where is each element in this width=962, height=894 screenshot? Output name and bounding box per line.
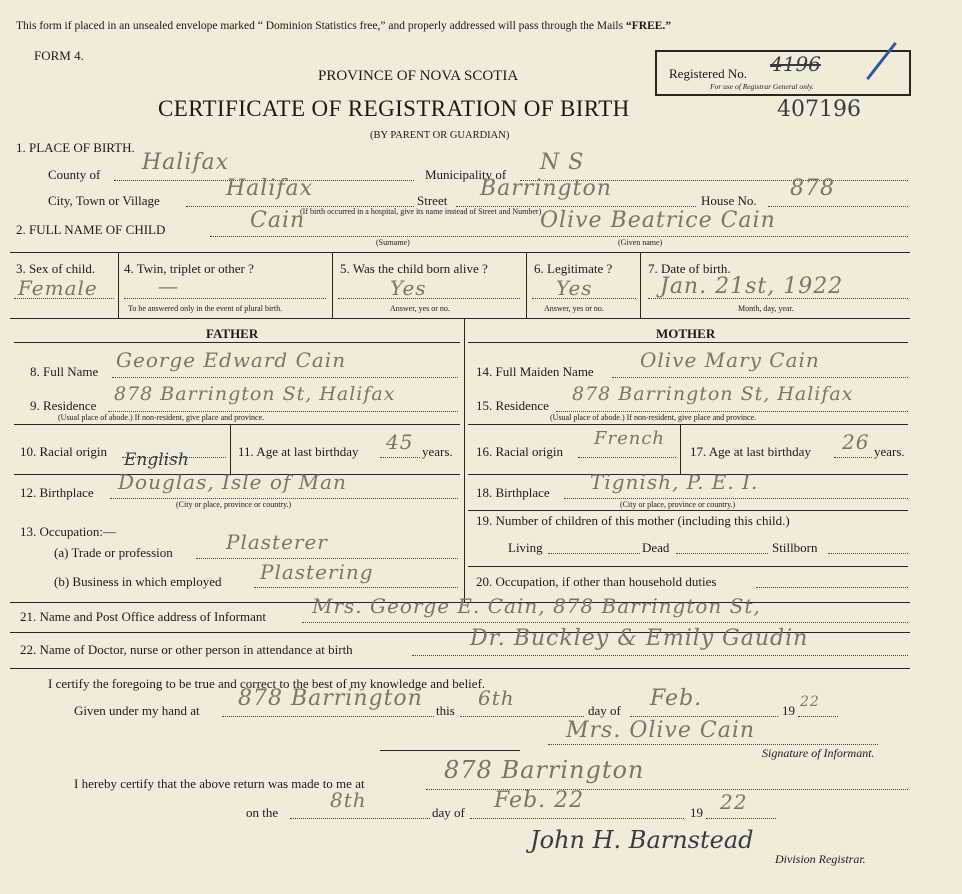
date-value: Jan. 21st, 1922 — [660, 274, 844, 299]
mother-birthplace-label: 18. Birthplace — [476, 485, 550, 500]
trade-label: (a) Trade or profession — [54, 545, 173, 560]
registered-label: Registered No. — [669, 66, 747, 81]
father-age-value: 45 — [386, 430, 414, 454]
child-given-value: Olive Beatrice Cain — [540, 208, 776, 233]
twin-value: — — [158, 274, 179, 298]
given-month-value: Feb. — [650, 686, 703, 711]
alive-note: Answer, yes or no. — [390, 304, 450, 313]
father-residence-value: 878 Barrington St, Halifax — [114, 383, 396, 405]
legitimate-label: 6. Legitimate ? — [534, 261, 613, 276]
father-race-label: 10. Racial origin — [20, 444, 108, 459]
father-birthplace-label: 12. Birthplace — [20, 485, 94, 500]
registrar-year-prefix: 19 — [690, 805, 703, 820]
father-occupation-label: 13. Occupation:— — [20, 524, 117, 539]
mother-name-label: 14. Full Maiden Name — [476, 364, 594, 379]
mother-race-label: 16. Racial origin — [476, 444, 564, 459]
registrar-on-label: on the — [246, 805, 279, 820]
hospital-note: (If birth occurred in a hospital, give its name instead of Street and Number) — [300, 207, 542, 216]
business-value: Plastering — [260, 560, 374, 584]
stillborn-label: Stillborn — [772, 540, 818, 555]
father-age-label: 11. Age at last birthday — [238, 444, 359, 459]
living-label: Living — [508, 540, 543, 555]
date-label: 7. Date of birth. — [648, 261, 731, 276]
registrar-dayof-label: day of — [432, 805, 465, 820]
municipality-label: Municipality of — [425, 167, 507, 182]
mother-residence-note: (Usual place of abode.) If non-resident, give place and province. — [550, 413, 757, 422]
trade-value: Plasterer — [226, 530, 328, 554]
house-value: 878 — [790, 176, 835, 201]
mother-age-unit: years. — [874, 444, 905, 459]
given-year-value: 22 — [800, 694, 820, 710]
sex-label: 3. Sex of child. — [16, 261, 96, 276]
county-label: County of — [48, 167, 101, 182]
certificate-number: 407196 — [777, 97, 861, 122]
given-note: (Given name) — [618, 238, 663, 247]
this-label: this — [436, 703, 455, 718]
doctor-label: 22. Name of Doctor, nurse or other person in attendance at birth — [20, 642, 353, 657]
given-day-value: 6th — [478, 686, 515, 710]
alive-label: 5. Was the child born alive ? — [340, 261, 488, 276]
given-dayof-label: day of — [588, 703, 621, 718]
registered-number: 4196 — [770, 52, 821, 76]
city-value: Halifax — [226, 176, 314, 201]
mother-age-label: 17. Age at last birthday — [690, 444, 811, 459]
doctor-value: Dr. Buckley & Emily Gaudin — [470, 626, 809, 651]
municipality-value: N S — [540, 150, 585, 175]
mother-race-value: French — [594, 428, 666, 449]
informant-signature-label: Signature of Informant. — [762, 746, 875, 760]
father-birthplace-value: Douglas, Isle of Man — [118, 470, 347, 494]
child-name-label: 2. FULL NAME OF CHILD — [16, 222, 166, 237]
place-heading: 1. PLACE OF BIRTH. — [16, 140, 135, 155]
business-label: (b) Business in which employed — [54, 574, 222, 589]
certify-line: I certify the foregoing to be true and correct to the best of my knowledge and belief. — [48, 676, 486, 691]
mother-age-value: 26 — [842, 430, 870, 454]
given-year-prefix: 19 — [782, 703, 795, 718]
sex-value: Female — [18, 276, 98, 300]
father-race-value: English — [124, 450, 189, 470]
form-number: FORM 4. — [34, 48, 84, 63]
child-surname-value: Cain — [250, 208, 306, 233]
street-value: Barrington — [480, 176, 612, 201]
street-label: Street — [417, 193, 448, 208]
mail-notice — [16, 20, 671, 32]
alive-value: Yes — [390, 276, 427, 300]
mother-birthplace-note: (City or place, province or country.) — [620, 500, 736, 509]
father-name-value: George Edward Cain — [116, 348, 347, 372]
twin-note: To be answered only in the event of plural birth. — [128, 304, 283, 313]
children-count-label: 19. Number of children of this mother (including this child.) — [476, 513, 790, 528]
mail-notice-text: This form if placed in an unsealed envelope marked “ Dominion Statistics free,” and properly addressed will pass through the Mails — [16, 20, 624, 32]
date-note: Month, day, year. — [738, 304, 794, 313]
legitimate-note: Answer, yes or no. — [544, 304, 604, 313]
legitimate-value: Yes — [556, 276, 593, 300]
registrar-line: I hereby certify that the above return was made to me at — [74, 776, 365, 791]
dead-label: Dead — [642, 540, 670, 555]
given-under-label: Given under my hand at — [74, 703, 200, 718]
city-label: City, Town or Village — [48, 193, 160, 208]
mother-birthplace-value: Tignish, P. E. I. — [590, 470, 759, 494]
registered-note: For use of Registrar General only. — [710, 82, 814, 91]
certificate-title: CERTIFICATE OF REGISTRATION OF BIRTH — [158, 96, 630, 121]
informant-value: Mrs. George E. Cain, 878 Barrington St, — [312, 594, 761, 618]
county-value: Halifax — [142, 150, 230, 175]
father-birthplace-note: (City or place, province or country.) — [176, 500, 292, 509]
mother-residence-value: 878 Barrington St, Halifax — [572, 383, 854, 405]
certificate-subtitle: (BY PARENT OR GUARDIAN) — [370, 130, 510, 141]
surname-note: (Surname) — [376, 238, 410, 247]
informant-label: 21. Name and Post Office address of Informant — [20, 609, 266, 624]
registrar-month-value: Feb. 22 — [494, 788, 585, 813]
province-heading: PROVINCE OF NOVA SCOTIA — [318, 68, 519, 84]
mother-name-value: Olive Mary Cain — [640, 348, 820, 372]
father-name-label: 8. Full Name — [30, 364, 99, 379]
twin-label: 4. Twin, triplet or other ? — [124, 261, 254, 276]
father-residence-note: (Usual place of abode.) If non-resident, give place and province. — [58, 413, 265, 422]
mother-heading: MOTHER — [656, 326, 716, 341]
registrar-place-value: 878 Barrington — [444, 756, 645, 784]
given-place-value: 878 Barrington — [238, 686, 423, 711]
informant-signature: Mrs. Olive Cain — [566, 718, 756, 743]
registrar-signature: John H. Barnstead — [530, 826, 754, 854]
father-residence-label: 9. Residence — [30, 398, 97, 413]
mother-residence-label: 15. Residence — [476, 398, 549, 413]
mail-free: “FREE.” — [625, 20, 672, 32]
mother-occupation-label: 20. Occupation, if other than household duties — [476, 574, 717, 589]
father-heading: FATHER — [206, 326, 259, 341]
registrar-year-value: 22 — [720, 790, 748, 814]
father-age-unit: years. — [422, 444, 453, 459]
house-label: House No. — [701, 193, 757, 208]
registrar-signature-label: Division Registrar. — [775, 852, 866, 866]
registrar-day-value: 8th — [330, 788, 367, 812]
